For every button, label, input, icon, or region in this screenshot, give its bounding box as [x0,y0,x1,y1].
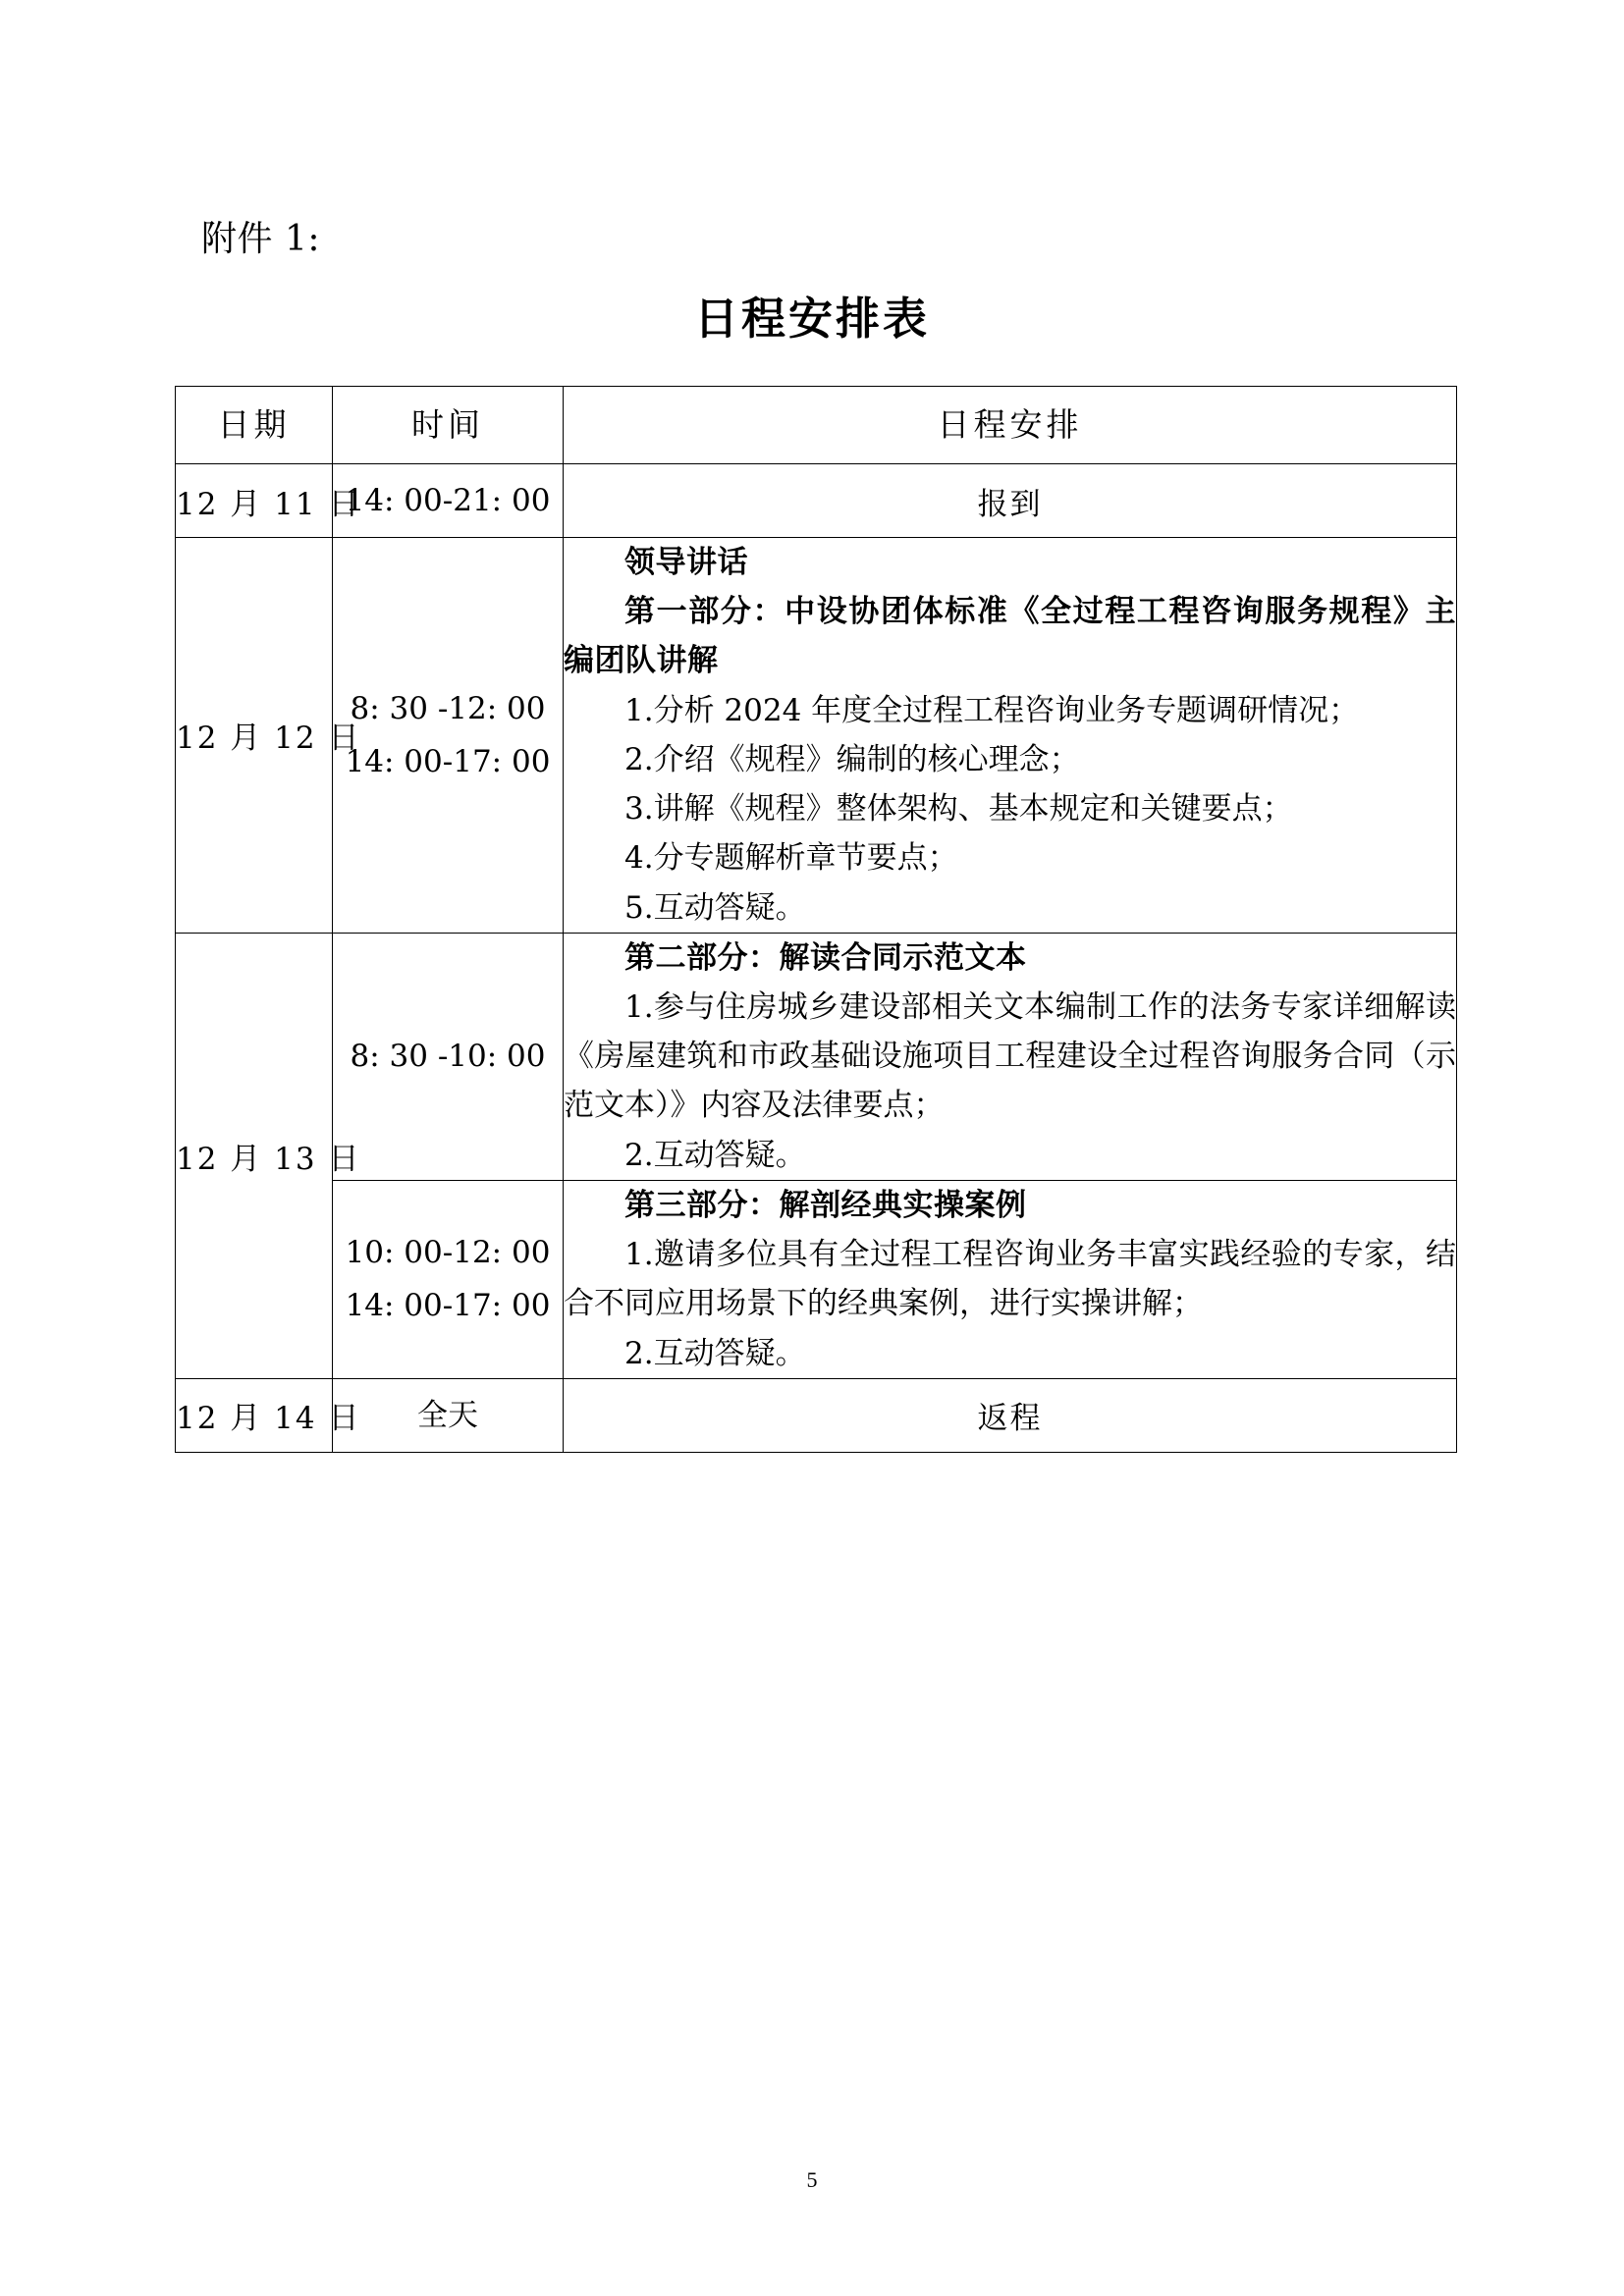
table-row [176,1180,1457,1378]
table-row [176,538,1457,934]
column-header-date: 日期 [176,387,333,464]
time-line: 10: 00-12: 00 [345,1235,551,1271]
agenda-heading: 第三部分：解剖经典实操案例 [624,1187,1027,1223]
agenda-item: 2.互动答疑。 [624,1137,806,1173]
agenda-heading: 第一部分：中设协团体标准《全过程工程咨询服务规程》主编团队讲解 [564,594,1456,679]
time-line: 8: 30 -12: 00 [350,690,546,726]
table-row [176,933,1457,1180]
column-header-agenda: 日程安排 [564,387,1457,464]
schedule-table [175,386,1457,1453]
agenda-heading: 领导讲话 [624,545,748,580]
cell-date: 12 月 12 日 [176,538,333,934]
time-line: 8: 30 -10: 00 [350,1039,546,1075]
agenda-item: 1.参与住房城乡建设部相关文本编制工作的法务专家详细解读《房屋建筑和市政基础设施项目工程建设全过程咨询服务合同（示范文本）》内容及法律要点； [564,988,1456,1124]
cell-date: 12 月 14 日 [176,1378,333,1452]
page-title: 日程安排表 [693,293,930,345]
page-number: 5 [806,2167,818,2192]
time-line: 全天 [417,1397,478,1433]
cell-agenda [564,933,1457,1180]
cell-time [333,1378,564,1452]
cell-time [333,464,564,538]
attachment-label: 附件 1: [201,219,320,259]
agenda-item: 1.分析 2024 年度全过程工程咨询业务专题调研情况； [624,692,1360,728]
agenda-item: 4.分专题解析章节要点； [624,840,958,877]
table-header-row [176,387,1457,464]
cell-agenda: 返程 [564,1378,1457,1452]
table-row [176,1378,1457,1452]
agenda-heading: 第二部分：解读合同示范文本 [624,939,1027,976]
cell-date: 12 月 11 日 [176,464,333,538]
time-line: 14: 00-21: 00 [345,482,551,518]
time-line: 14: 00-17: 00 [345,1288,551,1324]
cell-time [333,538,564,934]
cell-time [333,1180,564,1378]
agenda-item: 5.互动答疑。 [624,889,806,926]
cell-time [333,933,564,1180]
cell-agenda: 报到 [564,464,1457,538]
agenda-item: 2.互动答疑。 [624,1335,806,1371]
agenda-item: 3.讲解《规程》整体架构、基本规定和关键要点； [624,791,1293,828]
time-line: 14: 00-17: 00 [345,743,551,779]
column-header-time: 时间 [333,387,564,464]
agenda-item: 1.邀请多位具有全过程工程咨询业务丰富实践经验的专家，结合不同应用场景下的经典案例，进行实操讲解； [564,1237,1456,1322]
cell-date: 12 月 13 日 [176,933,333,1378]
cell-agenda [564,538,1457,934]
cell-agenda [564,1180,1457,1378]
table-row [176,464,1457,538]
agenda-item: 2.介绍《规程》编制的核心理念； [624,741,1080,777]
